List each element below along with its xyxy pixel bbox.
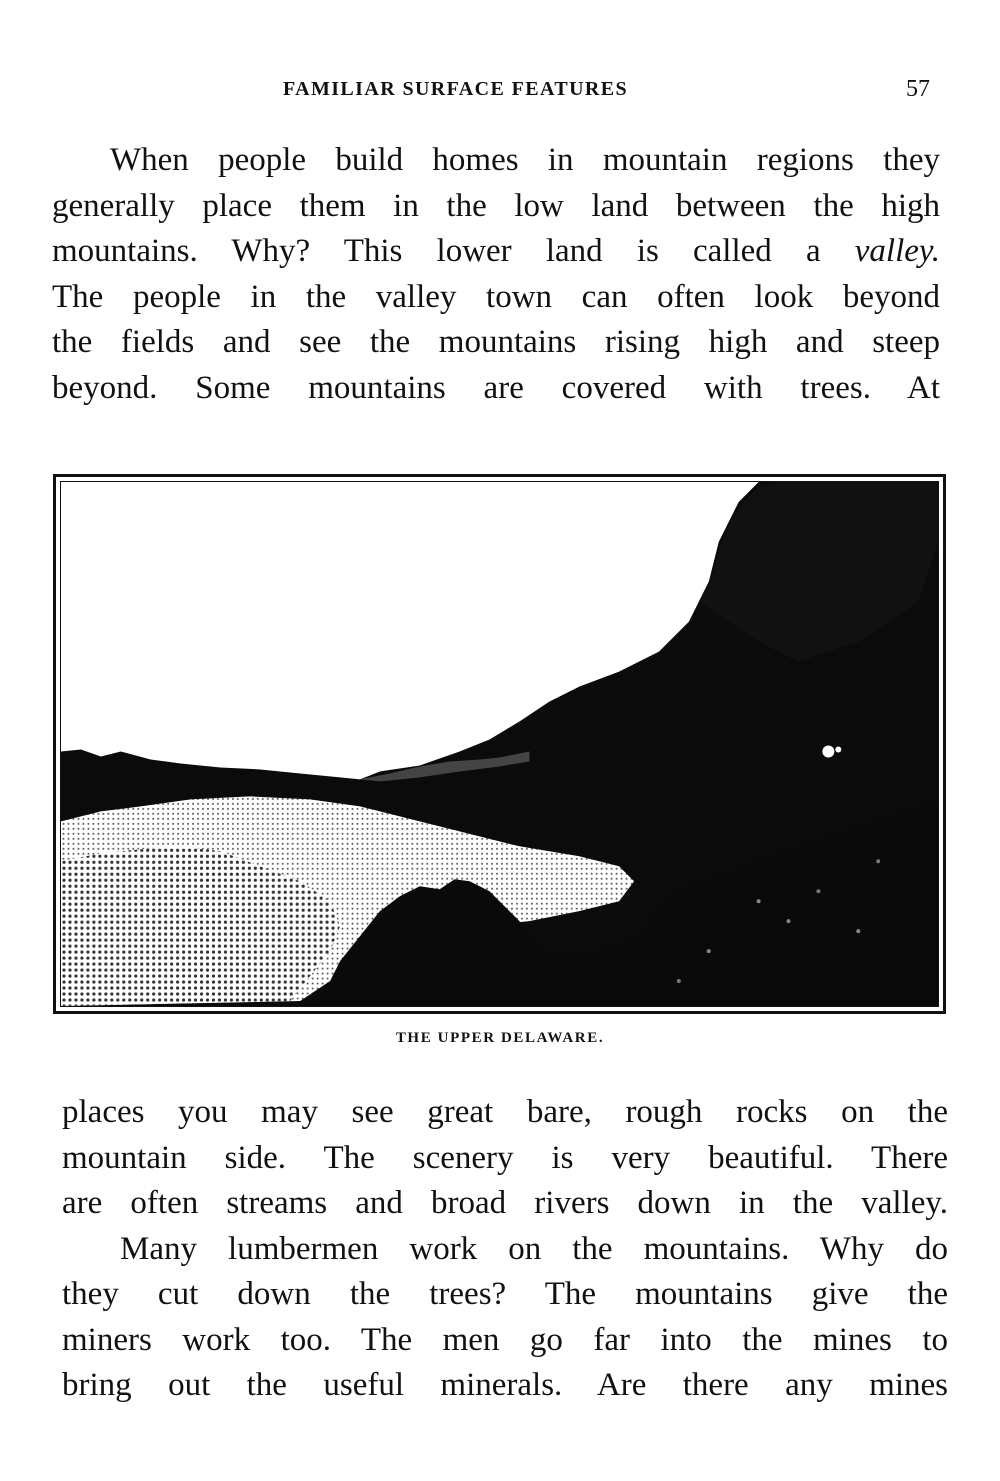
paragraph-2 [62, 1090, 948, 1409]
figure-caption: THE UPPER DELAWARE. [395, 1030, 605, 1046]
text-line: the fields and see the mountains rising high and steep [52, 324, 940, 360]
text-line: generally place them in the low land between the high [52, 187, 940, 224]
running-header [0, 78, 1000, 108]
text-line: beyond. Some mountains are covered with trees. At [52, 369, 940, 406]
text-line [52, 229, 940, 275]
text-line: The people in the valley town can often look beyond [52, 278, 940, 315]
text-line: places you may see great bare, rough rocks on the [62, 1094, 948, 1130]
emphasized-term: valley. [854, 233, 940, 269]
running-title: FAMILIAR SURFACE FEATURES [283, 78, 629, 100]
page-number: 57 [906, 76, 930, 102]
figure-photograph [53, 474, 946, 1014]
text-line: When people build homes in mountain regions they [110, 142, 940, 178]
text-line: they cut down the trees? The mountains give the [62, 1276, 948, 1312]
text-line: bring out the useful minerals. Are there any mines [62, 1367, 948, 1403]
text-line: miners work too. The men go far into the mines to [62, 1321, 948, 1358]
text-line-start: mountains. Why? This lower land is called a [52, 233, 855, 269]
paragraph-1 [52, 138, 940, 411]
text-line: are often streams and broad rivers down in the valley. [62, 1185, 948, 1221]
text-line: Many lumbermen work on the mountains. Why do [120, 1230, 948, 1267]
text-line: mountain side. The scenery is very beautiful. There [62, 1139, 948, 1176]
river-valley-photograph-icon [60, 481, 939, 1007]
